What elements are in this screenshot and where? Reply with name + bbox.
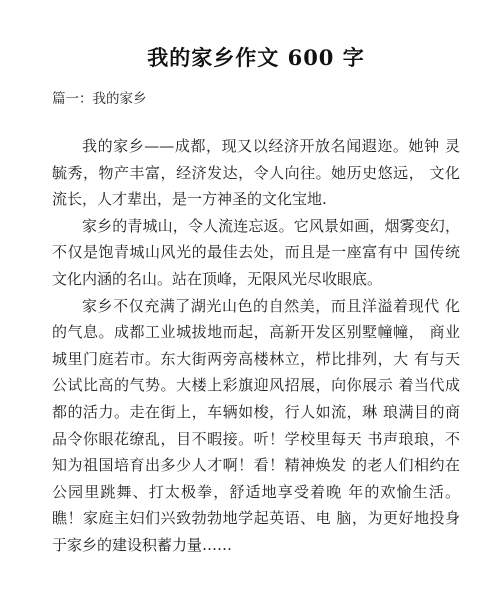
essay-body [52,133,460,559]
paragraph: 家乡不仅充满了湖光山色的自然美，而且洋溢着现代 化的气息。成都工业城拔地而起，高新开发区别墅幢幢， 商业城里门庭若市。东大街两旁高楼林立，栉比排列，大 有与天公试比高的气势。大楼上彩旗迎风招展，向你展示 着当代成都的活力。走在街上，车辆如梭，行人如流，琳 琅满目的商品令你眼花缭乱，目不暇接。听！学校里每天 书声琅琅，不知为祖国培育出多少人才啊！看！精神焕发 的老人们相约在公园里跳舞、打太极拳，舒适地享受着晚 年的欢愉生活。瞧！家庭主妇们兴致勃勃地学起英语、电 脑，为更好地投身于家乡的建设积蓄力量…… [52,296,460,554]
paragraph: 家乡的青城山，令人流连忘返。它风景如画，烟雾变幻，不仅是饱青城山风光的最佳去处，而且是一座富有中 国传统文化内涵的名山。站在顶峰，无限风光尽收眼底。 [52,216,460,288]
section-heading: 篇一：我的家乡 [52,91,147,107]
document-title: 我的家乡作文 600 字 [147,45,365,70]
paragraph: 我的家乡——成都，现又以经济开放名闻遐迩。她钟 灵毓秀，物产丰富，经济发达，令人向往。她历史悠远， 文化流长，人才辈出，是一方神圣的文化宝地. [52,137,460,209]
